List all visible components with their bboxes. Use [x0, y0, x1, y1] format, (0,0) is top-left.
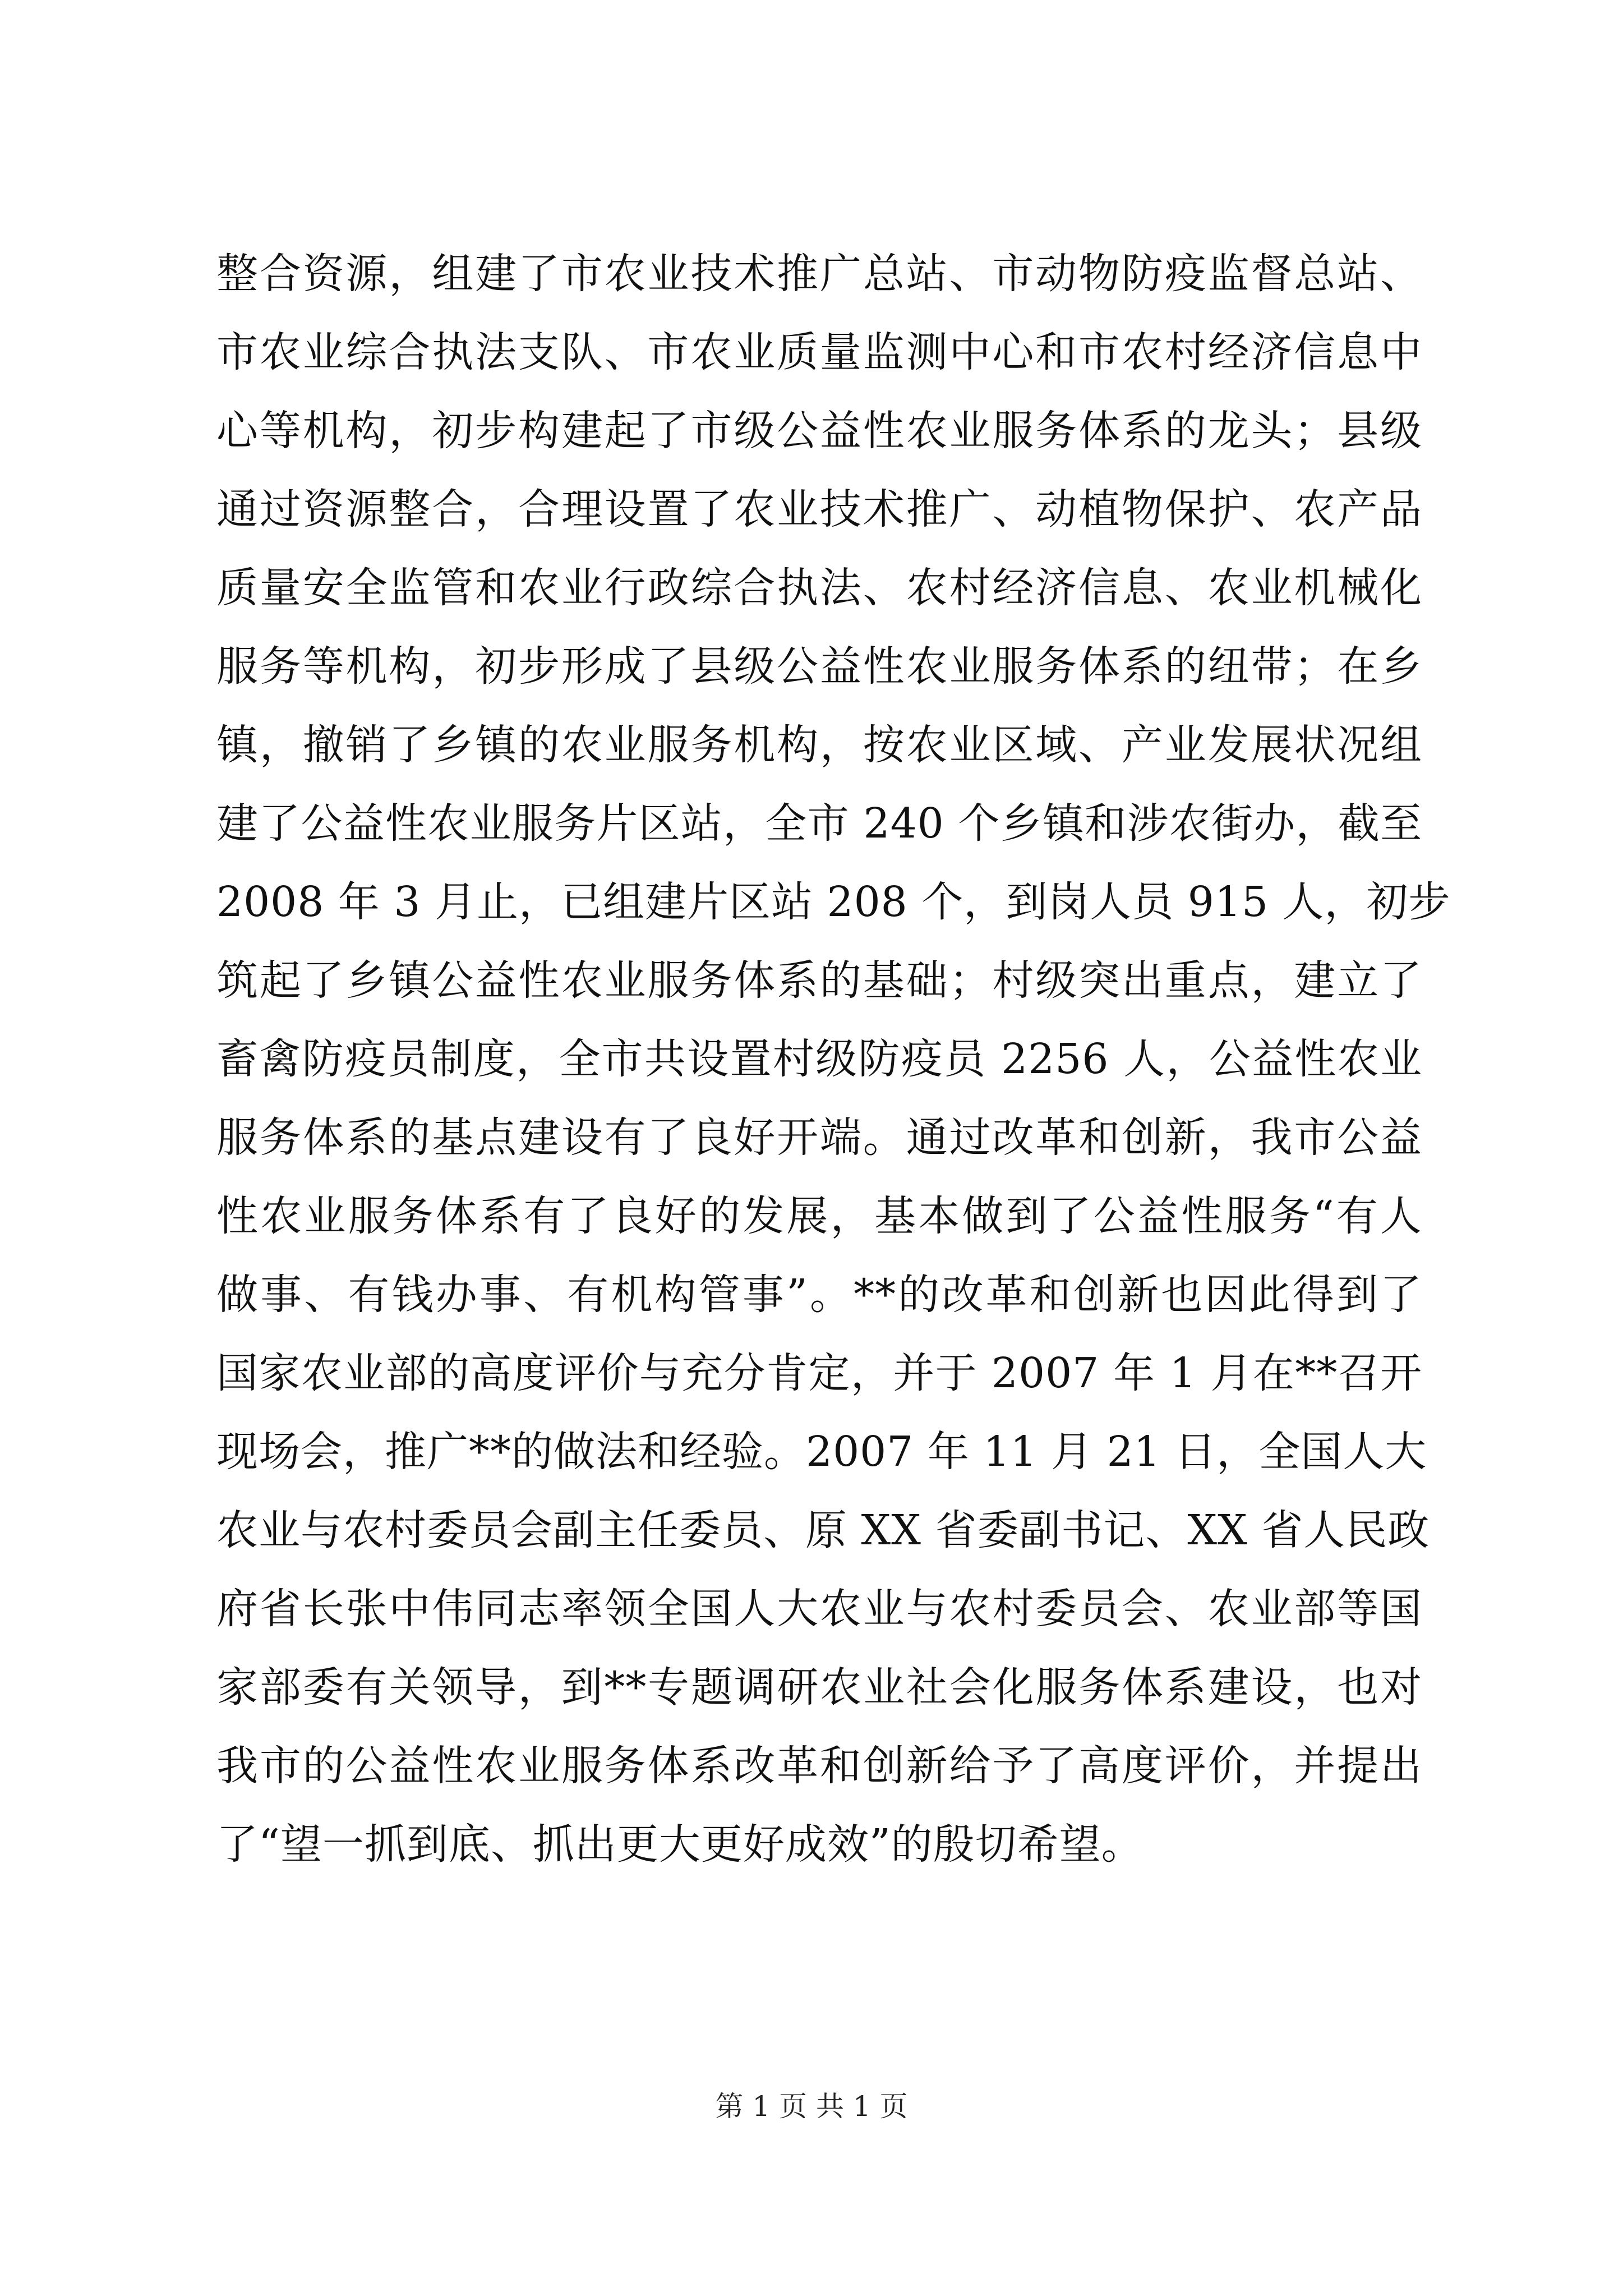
body-paragraph — [216, 234, 1451, 1884]
text-line: 农业与农村委员会副主任委员、原 XX 省委副书记、XX 省人民政 — [216, 1506, 1430, 1554]
text-line: 做事、有钱办事、有机构管事”。**的改革和创新也因此得到了 — [216, 1271, 1422, 1319]
page-number-footer: 第 1 页 共 1 页 — [715, 2090, 908, 2123]
text-line: 服务等机构，初步形成了县级公益性农业服务体系的纽带；在乡 — [216, 642, 1422, 691]
text-line: 国家农业部的高度评价与充分肯定，并于 2007 年 1 月在**召开 — [216, 1349, 1422, 1397]
text-line: 府省长张中伟同志率领全国人大农业与农村委员会、农业部等国 — [216, 1585, 1422, 1633]
text-line: 现场会，推广**的做法和经验。2007 年 11 月 21 日，全国人大 — [216, 1428, 1427, 1476]
text-line: 通过资源整合，合理设置了农业技术推广、动植物保护、农产品 — [216, 485, 1422, 533]
text-line-last: 了“望一抓到底、抓出更大更好成效”的殷切希望。 — [216, 1820, 1144, 1869]
text-line: 性农业服务体系有了良好的发展，基本做到了公益性服务“有人 — [216, 1192, 1422, 1240]
text-line: 2008 年 3 月止，已组建片区站 208 个，到岗人员 915 人，初步 — [216, 878, 1451, 926]
text-line: 市农业综合执法支队、市农业质量监测中心和市农村经济信息中 — [216, 328, 1422, 376]
text-line: 家部委有关领导，到**专题调研农业社会化服务体系建设，也对 — [216, 1663, 1422, 1711]
text-line: 畜禽防疫员制度，全市共设置村级防疫员 2256 人，公益性农业 — [216, 1035, 1422, 1083]
text-line: 质量安全监管和农业行政综合执法、农村经济信息、农业机械化 — [216, 564, 1422, 612]
text-line: 镇，撤销了乡镇的农业服务机构，按农业区域、产业发展状况组 — [216, 721, 1422, 769]
text-line: 整合资源，组建了市农业技术推广总站、市动物防疫监督总站、 — [216, 250, 1422, 298]
text-line: 服务体系的基点建设有了良好开端。通过改革和创新，我市公益 — [216, 1114, 1422, 1162]
text-line: 我市的公益性农业服务体系改革和创新给予了高度评价，并提出 — [216, 1742, 1422, 1790]
text-line: 建了公益性农业服务片区站，全市 240 个乡镇和涉农街办，截至 — [216, 799, 1422, 848]
text-line: 筑起了乡镇公益性农业服务体系的基础；村级突出重点，建立了 — [216, 956, 1422, 1005]
text-line: 心等机构，初步构建起了市级公益性农业服务体系的龙头；县级 — [216, 407, 1422, 455]
